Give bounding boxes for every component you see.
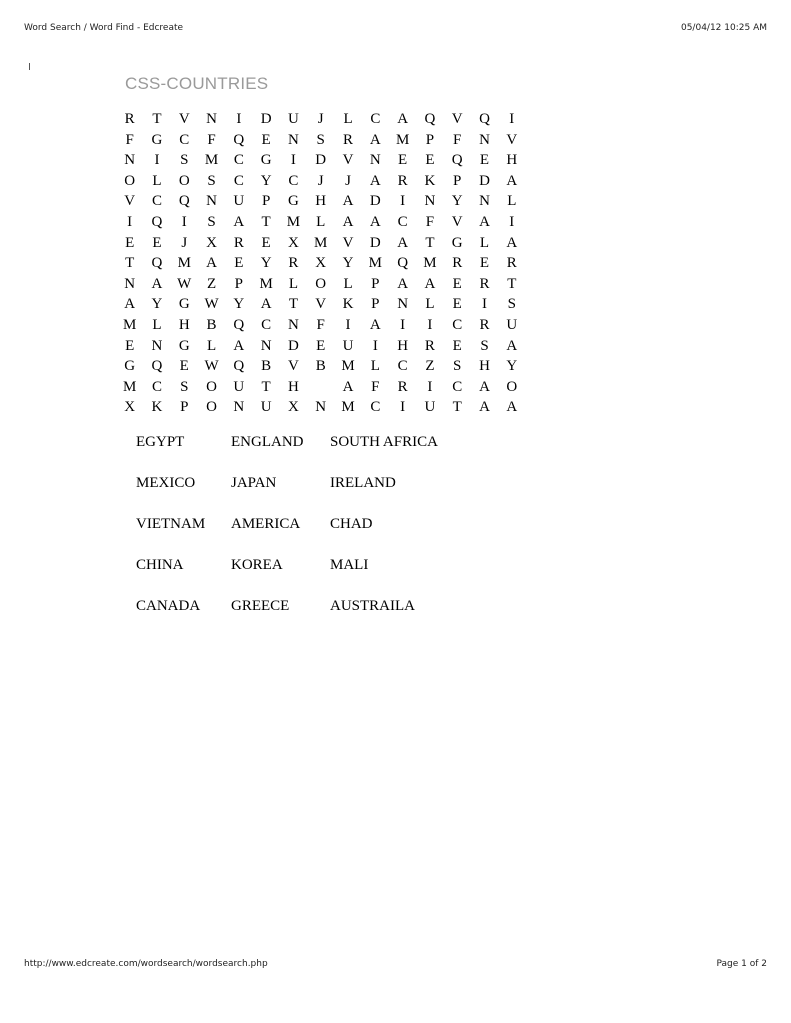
grid-cell: M (368, 255, 382, 272)
grid-cell: F (453, 131, 462, 148)
grid-cell: E (452, 337, 462, 354)
grid-cell: S (507, 296, 516, 313)
grid-cell: N (479, 131, 490, 148)
grid-cell: A (506, 172, 518, 189)
grid-cell: K (342, 296, 354, 313)
grid-cell: V (451, 111, 463, 127)
word-list-row (136, 432, 470, 452)
grid-cell: U (342, 337, 354, 354)
grid-cell: R (479, 316, 490, 333)
puzzle-title: CSS-COUNTRIES (125, 74, 269, 93)
grid-cell: D (369, 193, 381, 210)
grid-cell: W (204, 296, 219, 313)
grid-cell: N (479, 193, 490, 210)
grid-row (116, 212, 525, 233)
grid-cell: Y (260, 172, 272, 189)
grid-cell: A (506, 234, 518, 251)
grid-cell: G (451, 234, 463, 251)
grid-cell: A (506, 399, 518, 416)
grid-cell: M (122, 316, 137, 333)
grid-cell: E (398, 152, 408, 169)
grid-cell: X (315, 255, 327, 272)
grid-cell: G (124, 358, 136, 375)
grid-cell: E (125, 337, 135, 354)
word-list-item: JAPAN (231, 474, 277, 491)
grid-cell: M (423, 255, 437, 272)
grid-cell: N (124, 275, 136, 292)
grid-cell: I (372, 337, 378, 354)
grid-cell: M (341, 358, 355, 375)
grid-row (116, 171, 525, 192)
grid-cell: F (125, 131, 134, 148)
grid-cell: H (178, 316, 190, 333)
grid-cell: P (261, 193, 271, 210)
grid-row (116, 150, 525, 171)
grid-cell: C (179, 131, 190, 148)
grid-cell: J (317, 111, 324, 127)
grid-cell: G (260, 152, 272, 169)
word-list-item: VIETNAM (136, 515, 206, 532)
grid-cell: A (397, 234, 409, 251)
grid-cell: U (233, 378, 245, 395)
page-header-title: Word Search / Word Find - Edcreate (24, 23, 184, 33)
grid-cell: V (342, 152, 354, 169)
grid-cell: N (424, 193, 436, 210)
grid-cell: Y (151, 296, 163, 313)
grid-cell: A (233, 337, 245, 354)
grid-cell: C (261, 316, 272, 333)
word-list-item: CHINA (136, 557, 184, 574)
grid-cell: F (316, 316, 325, 333)
grid-cell: C (151, 378, 162, 395)
grid-cell: C (452, 378, 463, 395)
grid-cell: R (479, 275, 490, 292)
grid-cell: V (315, 296, 327, 313)
grid-cell: N (151, 337, 163, 354)
grid-cell: M (314, 234, 328, 251)
grid-cell: M (122, 378, 137, 395)
grid-cell: F (207, 131, 216, 148)
grid-cell: I (427, 378, 433, 395)
grid-cell: O (206, 378, 217, 395)
grid-cell: P (180, 399, 189, 416)
grid-cell: M (204, 152, 219, 169)
grid-cell: N (315, 399, 327, 416)
grid-row (116, 377, 525, 398)
grid-row (116, 397, 525, 418)
grid-cell: P (371, 275, 380, 292)
grid-cell: L (316, 213, 326, 230)
page-footer-url: http://www.edcreate.com/wordsearch/wordsearch.php (24, 959, 268, 969)
grid-cell: V (124, 193, 136, 210)
grid-cell: O (124, 172, 136, 189)
word-list-item: MALI (330, 557, 369, 574)
grid-cell: E (452, 296, 462, 313)
grid-cell: E (316, 337, 326, 354)
grid-cell: L (152, 172, 162, 189)
grid-cell: R (506, 255, 517, 272)
word-list-row (136, 556, 470, 576)
grid-cell: T (261, 378, 271, 395)
grid-cell: H (397, 337, 409, 354)
grid-cell: B (261, 358, 272, 375)
grid-cell: K (424, 172, 436, 189)
grid-cell: A (369, 213, 381, 230)
grid-cell: H (288, 378, 299, 395)
grid-cell: R (288, 255, 299, 272)
grid-cell: I (127, 213, 133, 230)
grid-cell: H (315, 193, 327, 210)
grid-cell: L (425, 296, 435, 313)
grid-cell: U (506, 316, 518, 333)
grid-cell: A (369, 131, 381, 148)
grid-cell: T (152, 111, 162, 127)
grid-row (116, 109, 525, 130)
grid-cell: Y (342, 255, 354, 272)
grid-cell: Y (451, 193, 463, 210)
grid-cell: C (233, 152, 244, 169)
grid-cell: R (452, 255, 463, 272)
grid-cell: M (286, 213, 301, 230)
grid-cell: L (479, 234, 490, 251)
grid-cell: N (288, 316, 299, 333)
grid-cell: Q (233, 358, 245, 375)
grid-row (116, 253, 525, 274)
grid-row (116, 315, 525, 336)
grid-row (116, 294, 525, 315)
grid-cell: C (151, 193, 162, 210)
grid-row (116, 130, 525, 151)
grid-cell: I (345, 316, 351, 333)
grid-cell: X (124, 399, 136, 416)
word-list-item: AMERICA (231, 515, 301, 532)
word-list-item: CHAD (330, 515, 373, 532)
grid-cell: Y (260, 255, 272, 272)
grid-cell: R (424, 337, 435, 354)
grid-cell: E (479, 152, 490, 169)
grid-cell: U (260, 399, 272, 416)
grid-cell: Z (206, 275, 217, 292)
page-header-datetime: 05/04/12 10:25 AM (680, 23, 767, 33)
grid-cell: T (507, 275, 517, 292)
grid-cell: N (397, 296, 409, 313)
grid-cell: Y (506, 358, 518, 375)
grid-cell: A (369, 172, 381, 189)
grid-row (116, 274, 525, 295)
grid-cell: A (506, 337, 518, 354)
grid-cell: V (178, 111, 190, 127)
grid-cell: Q (233, 131, 245, 148)
grid-cell: T (261, 213, 271, 230)
grid-cell: E (152, 234, 162, 251)
grid-cell: G (151, 131, 163, 148)
grid-cell: Q (233, 316, 245, 333)
grid-cell: A (397, 275, 409, 292)
grid-cell: G (178, 296, 190, 313)
grid-cell: Q (151, 213, 163, 230)
grid-cell: P (371, 296, 380, 313)
grid-cell: D (288, 337, 299, 354)
word-list-item: IRELAND (330, 474, 396, 491)
grid-cell: I (290, 152, 296, 169)
grid-cell: N (206, 193, 217, 210)
grid-cell: L (152, 316, 162, 333)
grid-cell: L (370, 358, 380, 375)
grid-cell: Q (151, 255, 163, 272)
grid-cell: Q (397, 255, 409, 272)
grid-cell: R (397, 378, 408, 395)
grid-cell: N (288, 131, 299, 148)
grid-cell: W (177, 275, 192, 292)
grid-cell: D (479, 172, 490, 189)
grid-cell: Q (178, 193, 190, 210)
grid-cell: R (343, 131, 354, 148)
grid-cell: T (288, 296, 299, 313)
grid-cell: L (206, 337, 217, 354)
grid-cell: Q (479, 111, 490, 127)
grid-cell: Z (425, 358, 435, 375)
grid-cell: B (206, 316, 217, 333)
grid-cell: A (424, 275, 436, 292)
grid-cell: X (288, 234, 299, 251)
grid-cell: J (345, 172, 351, 189)
grid-cell: N (206, 111, 217, 127)
grid-cell: C (397, 213, 408, 230)
grid-cell: F (425, 213, 435, 230)
grid-cell: G (178, 337, 190, 354)
word-list-item: GREECE (231, 598, 290, 615)
grid-cell: B (315, 358, 326, 375)
grid-cell: I (236, 111, 242, 127)
grid-cell: K (151, 399, 163, 416)
grid-cell: S (207, 213, 216, 230)
grid-cell: M (177, 255, 191, 272)
grid-cell: T (125, 255, 135, 272)
word-list-row (136, 597, 470, 617)
grid-cell: V (288, 358, 299, 375)
word-list-item: EGYPT (136, 433, 185, 450)
grid-cell: P (234, 275, 243, 292)
grid-cell: E (452, 275, 462, 292)
grid-cell: H (479, 358, 490, 375)
grid-cell: S (480, 337, 489, 354)
word-list-item: CANADA (136, 598, 201, 615)
grid-cell: U (424, 399, 436, 416)
grid-cell: P (453, 172, 462, 189)
grid-cell: C (397, 358, 408, 375)
grid-cell: N (124, 152, 136, 169)
grid-cell: O (506, 378, 518, 395)
grid-cell: D (315, 152, 327, 169)
grid-cell: V (451, 213, 463, 230)
grid-cell: S (453, 358, 462, 375)
grid-cell: E (425, 152, 435, 169)
grid-cell: S (180, 378, 189, 395)
grid-cell: N (260, 337, 272, 354)
word-list-item: SOUTH AFRICA (330, 433, 438, 450)
letter-grid (116, 109, 525, 418)
grid-cell: I (154, 152, 160, 169)
grid-cell: L (507, 193, 517, 210)
grid-cell: H (506, 152, 518, 169)
grid-cell: I (509, 213, 515, 230)
grid-cell: Q (151, 358, 163, 375)
grid-cell: E (479, 255, 490, 272)
grid-cell: A (479, 378, 490, 395)
grid-cell: V (342, 234, 354, 251)
word-list (136, 432, 470, 638)
grid-cell: Q (424, 111, 436, 127)
grid-cell: M (395, 131, 410, 148)
grid-cell: I (400, 399, 406, 416)
grid-cell: C (288, 172, 299, 189)
grid-cell: A (397, 111, 409, 127)
grid-row (116, 233, 525, 254)
grid-cell: A (479, 213, 490, 230)
grid-cell: O (315, 275, 327, 292)
grid-cell: R (233, 234, 244, 251)
grid-cell: J (181, 234, 188, 251)
grid-cell: I (482, 296, 487, 313)
word-list-item: KOREA (231, 557, 283, 574)
grid-cell: O (178, 172, 190, 189)
grid-cell: D (260, 111, 272, 127)
grid-cell: G (288, 193, 299, 210)
grid-cell: C (370, 111, 381, 127)
grid-cell: V (506, 131, 518, 148)
grid-cell: A (342, 193, 354, 210)
grid-cell: R (124, 111, 135, 127)
grid-cell: L (288, 275, 299, 292)
grid-cell: A (260, 296, 272, 313)
grid-row (116, 356, 525, 377)
margin-mark (29, 63, 30, 70)
grid-cell: X (206, 234, 217, 251)
grid-cell: P (425, 131, 435, 148)
page-footer-page-number: Page 1 of 2 (716, 959, 767, 969)
word-list-item: MEXICO (136, 474, 196, 491)
word-list-item: AUSTRAILA (330, 598, 415, 615)
grid-cell: J (317, 172, 324, 189)
grid-cell: A (206, 255, 217, 272)
word-list-row (136, 473, 470, 493)
grid-cell: S (180, 152, 189, 169)
grid-cell: I (400, 316, 406, 333)
grid-cell: C (370, 399, 381, 416)
grid-cell: C (452, 316, 463, 333)
grid-cell: R (397, 172, 408, 189)
grid-cell: A (151, 275, 163, 292)
grid-cell: A (124, 296, 136, 313)
grid-cell: A (342, 378, 354, 395)
grid-cell: A (233, 213, 245, 230)
grid-cell: E (261, 234, 271, 251)
grid-cell: X (288, 399, 299, 416)
grid-cell: L (343, 111, 353, 127)
grid-cell (307, 377, 334, 398)
grid-cell: E (125, 234, 135, 251)
grid-cell: W (204, 358, 219, 375)
grid-cell: O (206, 399, 217, 416)
grid-row (116, 336, 525, 357)
grid-cell: F (371, 378, 380, 395)
grid-cell: A (342, 213, 354, 230)
grid-cell: L (343, 275, 353, 292)
word-list-row (136, 514, 470, 534)
grid-cell: N (369, 152, 381, 169)
grid-cell: T (425, 234, 435, 251)
grid-cell: A (479, 399, 490, 416)
grid-cell: U (233, 193, 245, 210)
grid-cell: C (233, 172, 244, 189)
grid-cell: A (369, 316, 381, 333)
grid-cell: T (452, 399, 462, 416)
word-list-item: ENGLAND (231, 433, 304, 450)
grid-cell: E (261, 131, 271, 148)
grid-cell: E (234, 255, 244, 272)
grid-cell: M (259, 275, 273, 292)
grid-cell: S (207, 172, 216, 189)
grid-cell: N (233, 399, 245, 416)
grid-cell: E (179, 358, 189, 375)
grid-cell: Y (233, 296, 245, 313)
grid-cell: U (288, 111, 299, 127)
grid-cell: M (341, 399, 355, 416)
grid-cell: D (369, 234, 381, 251)
grid-cell: I (400, 193, 406, 210)
grid-cell: I (181, 213, 187, 230)
grid-cell: I (427, 316, 433, 333)
grid-row (116, 191, 525, 212)
grid-cell: I (509, 111, 515, 127)
grid-cell: Q (451, 152, 463, 169)
grid-cell: S (316, 131, 325, 148)
